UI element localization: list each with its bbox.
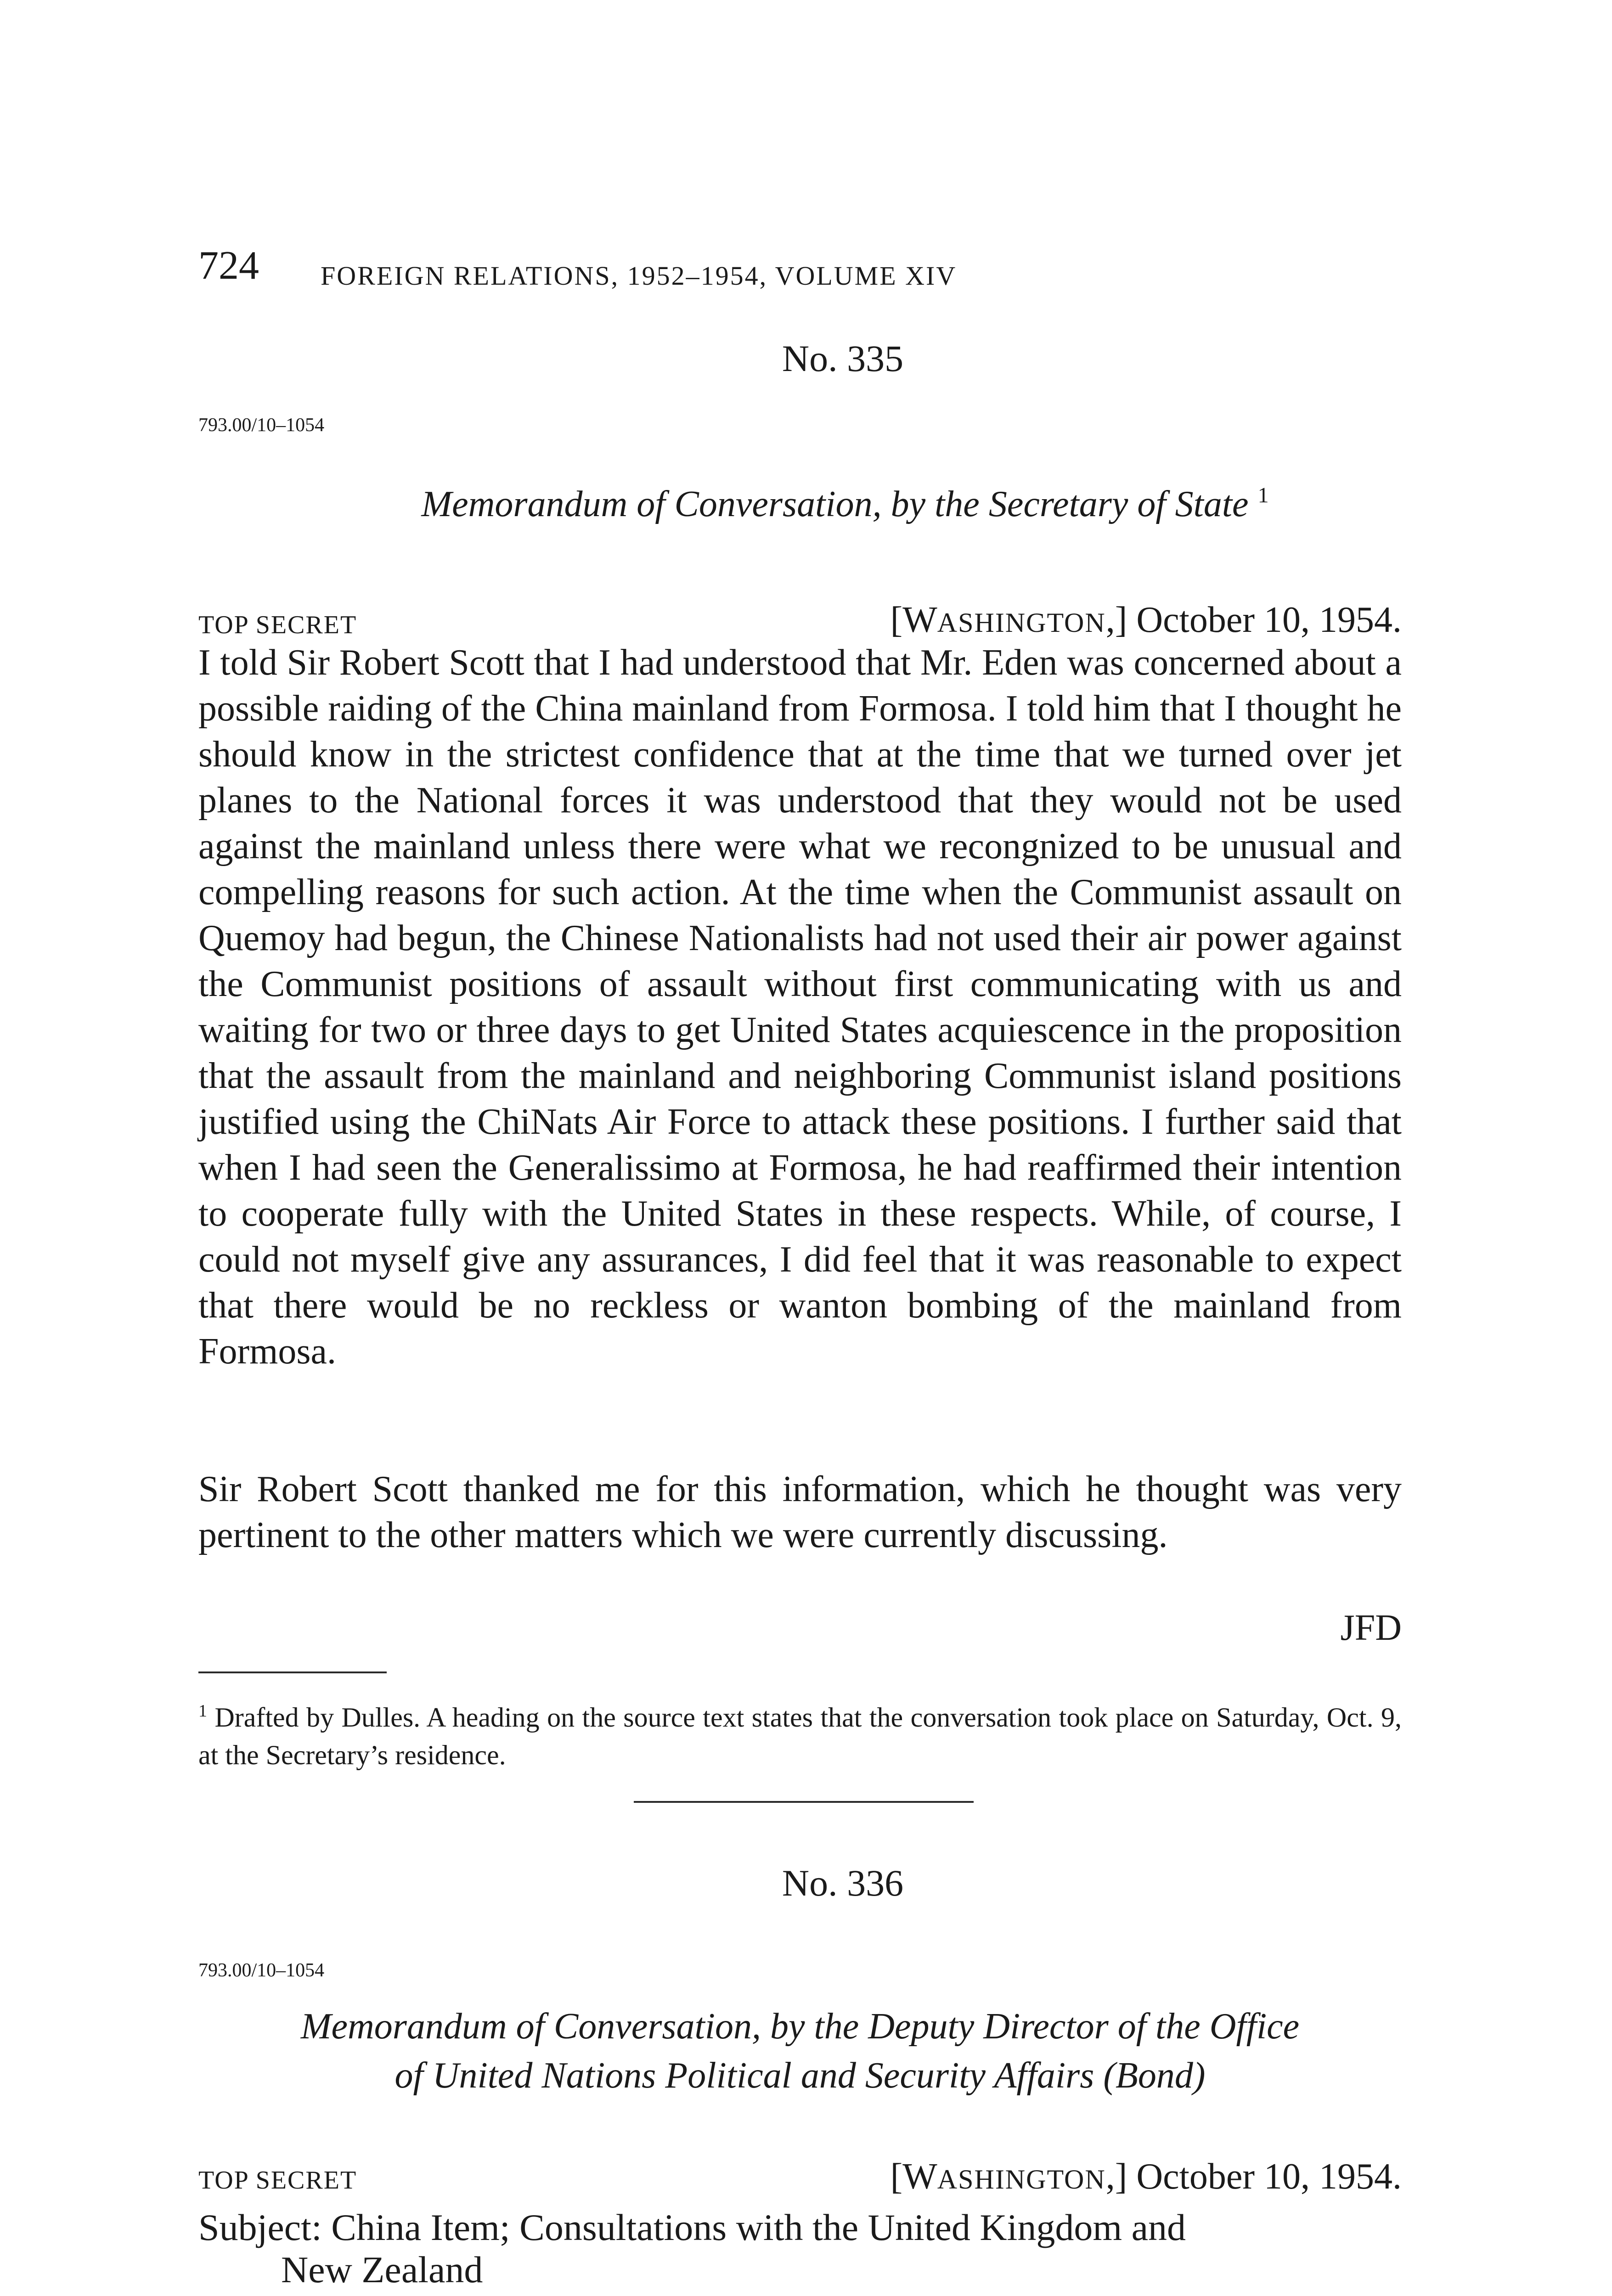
file-reference-336: 793.00/10–1054 <box>198 1960 325 1981</box>
dateline-place: ASHINGTON <box>937 608 1106 638</box>
paragraph-2: Sir Robert Scott thanked me for this information, which he thought was very pertinent to the other matters which we were currently discussing. <box>198 1469 1402 1555</box>
dateline-open: [W <box>890 600 937 640</box>
signature-initials: JFD <box>1340 1608 1402 1648</box>
dateline-335 <box>891 602 1402 638</box>
file-reference-335: 793.00/10–1054 <box>198 415 325 436</box>
subject-line-2: New Zealand <box>281 2249 483 2290</box>
footnote-reference: 1 <box>1257 483 1269 507</box>
paragraph-1: I told Sir Robert Scott that I had understood that Mr. Eden was concerned about a possible raiding of the China mainland from Formosa. I told him that I thought he should know in the strictest confidence that at the time that we turned over jet planes to the National forces it was understood that they would not be used against the mainland unless there were what we recongnized to be unusual and compelling reasons for such action. At the time when the Communist assault on Quemoy had begun, the Chinese Nationalists had not used their air power against the Communist positions of assault without first communicating with us and waiting for two or three days to get United States acquiescence in the proposition that the assault from the mainland and neighboring Communist island positions justified using the ChiNats Air Force to attack these positions. I further said that when I had seen the Generalissimo at Formosa, he had reaffirmed their intention to cooperate fully with the United States in these respects. While, of course, I could not myself give any assurances, I did feel that it was reasonable to expect that there would be no reckless or wanton bombing of the mainland from Formosa. <box>198 642 1402 1372</box>
dateline-place: ASHINGTON <box>937 2164 1106 2195</box>
memo-body-335-continued <box>198 1466 1402 1558</box>
document-number-336: No. 336 <box>782 1862 904 1904</box>
subject-line-1: Subject: China Item; Consultations with the United Kingdom and <box>198 2206 1186 2248</box>
footnote-marker: 1 <box>198 1701 207 1721</box>
page-number: 724 <box>198 243 259 288</box>
document-title-335 <box>294 471 1396 529</box>
classification-336: TOP SECRET <box>198 2166 357 2195</box>
section-divider <box>634 1801 974 1803</box>
footnote-text: Drafted by Dulles. A heading on the source text states that the conversation took place on Saturday, Oct. 9, at the Secretary’s residence. <box>198 1702 1402 1770</box>
dateline-date: ,] October 10, 1954. <box>1105 2156 1402 2197</box>
title-line-2: of United Nations Political and Security Affairs (Bond) <box>395 2055 1206 2096</box>
document-title-text: Memorandum of Conversation, by the Secretary of State <box>421 484 1249 524</box>
subject-line <box>198 2206 1402 2291</box>
dateline-open: [W <box>890 2156 937 2197</box>
footnote-1 <box>198 1692 1402 1774</box>
classification-335: TOP SECRET <box>198 611 357 639</box>
document-number-335: No. 335 <box>782 338 904 379</box>
dateline-336 <box>891 2158 1402 2195</box>
dateline-date: ,] October 10, 1954. <box>1105 600 1402 640</box>
title-line-1: Memorandum of Conversation, by the Deputy Director of the Office <box>300 2006 1300 2047</box>
footnote-divider <box>198 1671 387 1673</box>
document-title-336 <box>198 2002 1402 2100</box>
memo-body-335 <box>198 640 1402 1374</box>
running-head: FOREIGN RELATIONS, 1952–1954, VOLUME XIV <box>321 261 957 291</box>
